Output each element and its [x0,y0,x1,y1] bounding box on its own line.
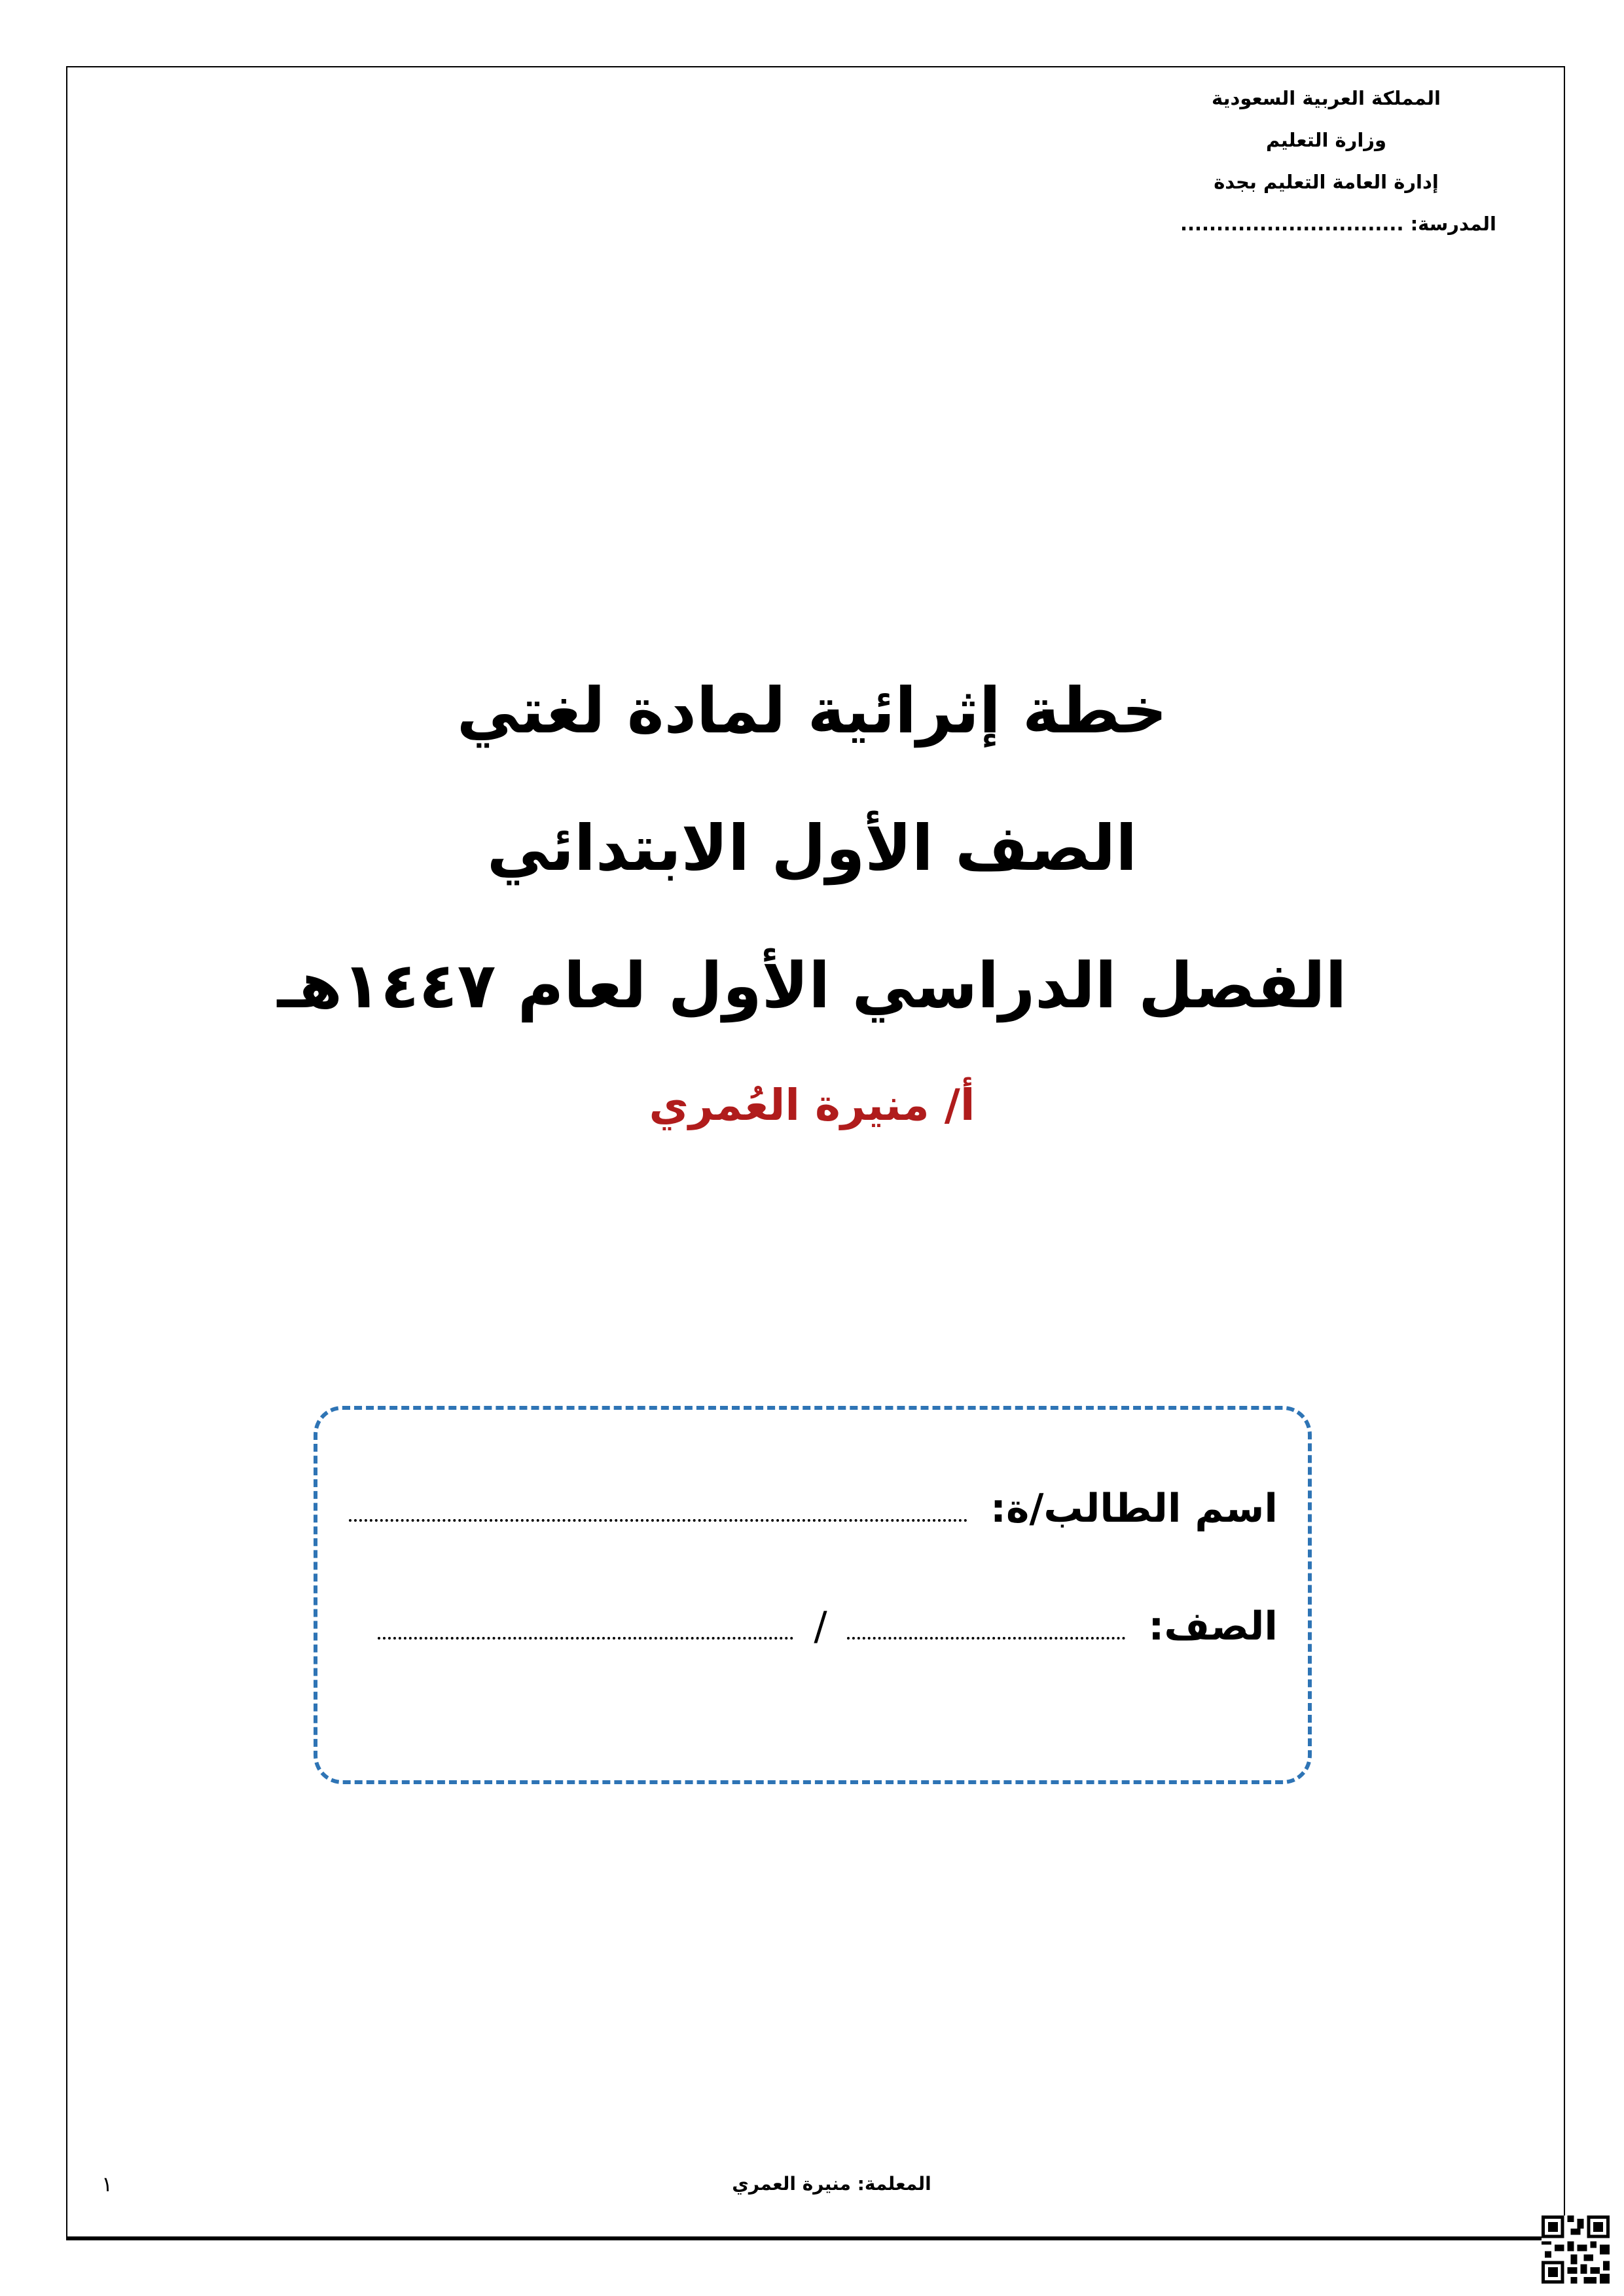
class-row [378,1604,1278,1649]
student-name-row [349,1486,1278,1532]
qr-code-icon [1542,2215,1610,2284]
school-field [1156,203,1496,245]
school-value: ............................... [1180,213,1404,235]
document-header [1156,77,1496,245]
student-name-label: اسم الطالب/ة: [990,1486,1278,1532]
class-label: الصف: [1148,1604,1278,1649]
student-name-field[interactable] [349,1519,967,1522]
footer-teacher: المعلمة: منيرة العمري [732,2173,931,2195]
student-info-box [314,1406,1312,1784]
department-name: إدارة العامة التعليم بجدة [1214,171,1439,193]
school-label: المدرسة: [1410,213,1496,235]
ministry-name: وزارة التعليم [1265,129,1387,151]
country-name: المملكة العربية السعودية [1212,87,1441,109]
class-grade-field[interactable] [847,1637,1125,1640]
class-section-field[interactable] [378,1637,793,1640]
teacher-name: أ/ منيرة العُمري [649,1080,975,1130]
title-line-1: خطة إثرائية لمادة لغتي [456,674,1168,747]
title-line-3: الفصل الدراسي الأول لعام ١٤٤٧هـ [277,949,1347,1022]
page-border [66,66,1565,2240]
title-line-2: الصف الأول الابتدائي [486,812,1138,885]
class-separator: / [814,1604,827,1649]
page-number: ١ [101,2172,113,2197]
